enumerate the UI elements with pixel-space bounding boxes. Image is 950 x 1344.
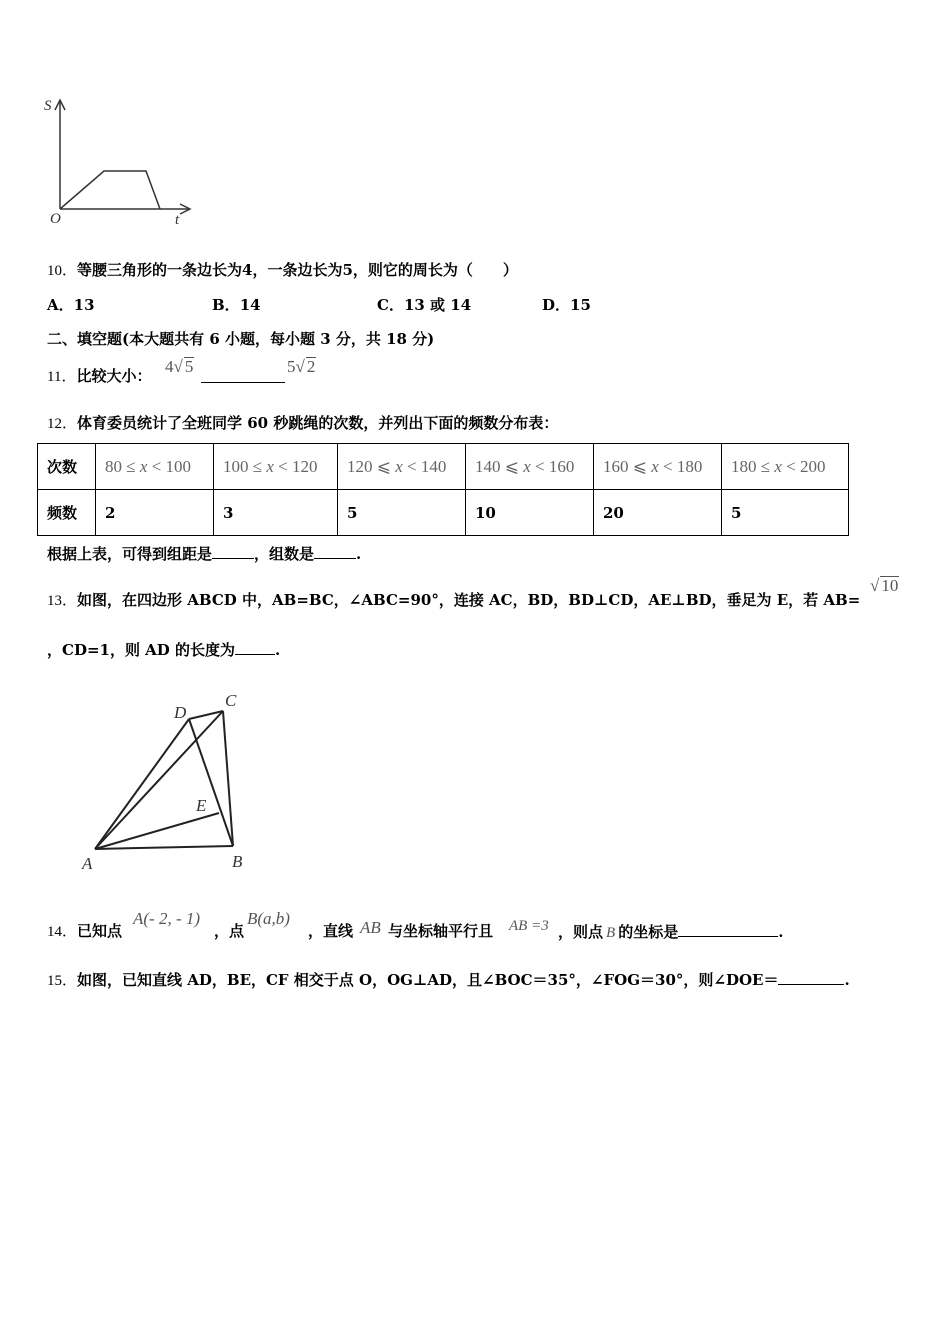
- q13-number: 13．: [47, 593, 78, 609]
- q14-text-5: ，则点 B 的坐标是 .: [558, 923, 784, 941]
- freq-cell: 10: [466, 490, 594, 536]
- range-cell: 120 ⩽ x < 140: [338, 444, 466, 490]
- label-a: A: [82, 854, 93, 873]
- segment-bc: [223, 711, 233, 846]
- q13-answer-blank[interactable]: [235, 639, 275, 655]
- t-label: t: [175, 212, 180, 228]
- q14-ab-eq: AB =3: [509, 918, 549, 934]
- st-graph: [40, 92, 200, 232]
- segment-da: [95, 719, 189, 849]
- q12-text: 体育委员统计了全班同学 60 秒跳绳的次数，并列出下面的频数分布表：: [77, 414, 559, 432]
- label-b: B: [232, 852, 243, 871]
- q14-text-3: ，直线: [308, 922, 354, 940]
- q14-stem: 14．已知点: [47, 922, 123, 940]
- q11-number: 11．: [47, 369, 77, 385]
- q12-blank-groups[interactable]: [314, 543, 356, 559]
- q15-stem: 15．如图，已知直线 AD，BE，CF 相交于点 O，OG⊥AD，且∠BOC＝35°，∠FOG＝30°，则∠DOE＝ .: [47, 971, 850, 989]
- q10-option-d[interactable]: D．15: [542, 296, 591, 314]
- q10-stem: [47, 260, 518, 281]
- q12-blank-interval[interactable]: [212, 543, 254, 559]
- q10-option-c[interactable]: C．13 或 14: [377, 296, 472, 314]
- q12-followup: 根据上表，可得到组距是 ，组数是 .: [47, 545, 362, 563]
- range-cell: 100 ≤ x < 120: [214, 444, 338, 490]
- q14-number: 14．: [47, 924, 78, 940]
- q11-answer-blank[interactable]: [201, 366, 285, 383]
- freq-cell: 2: [96, 490, 214, 536]
- q14-text-4: 与坐标轴平行且: [388, 922, 494, 940]
- q14-answer-blank[interactable]: [678, 921, 778, 937]
- q10-text: 等腰三角形的一条边长为4，一条边长为5，则它的周长为（ ）: [77, 261, 518, 279]
- q11-right-expr: 5√ 2: [287, 357, 316, 376]
- q13-text: 如图，在四边形 ABCD 中，AB=BC，∠ABC=90°，连接 AC，BD，BD⊥CD，AE⊥BD，垂足为 E，若 AB=: [77, 591, 861, 609]
- section2-title: 二、填空题(本大题共有 6 小题，每小题 3 分，共 18 分): [47, 330, 435, 348]
- row2-label: 频数: [38, 490, 96, 536]
- q13-ab-value: √ 10: [870, 576, 899, 595]
- range-cell: 180 ≤ x < 200: [722, 444, 849, 490]
- q12-number: 12．: [47, 416, 78, 432]
- segment-bd: [189, 719, 233, 846]
- q14-text-2: ，点: [214, 922, 245, 940]
- range-cell: 160 ⩽ x < 180: [594, 444, 722, 490]
- q13-stem: [47, 590, 860, 611]
- q10-number: 10．: [47, 263, 78, 279]
- q14-ab: AB: [360, 918, 381, 937]
- q14-point-a: A(- 2, - 1): [133, 909, 201, 928]
- q11-left-expr: 4√ 5: [165, 357, 194, 376]
- frequency-table: [37, 443, 849, 536]
- table-row: [38, 490, 849, 536]
- q15-number: 15．: [47, 973, 78, 989]
- q14-point-b: B(a,b): [247, 909, 290, 928]
- q15-answer-blank[interactable]: [778, 969, 844, 985]
- segment-ae: [95, 813, 219, 849]
- o-label: O: [50, 211, 61, 227]
- label-d: D: [174, 703, 187, 722]
- label-e: E: [196, 796, 207, 815]
- st-curve: [60, 171, 160, 209]
- quadrilateral-figure: [75, 685, 275, 880]
- label-c: C: [225, 691, 237, 710]
- s-label: S: [44, 98, 52, 114]
- q10-option-b[interactable]: B．14: [212, 296, 261, 314]
- q12-stem: [47, 413, 558, 434]
- segment-ab: [95, 846, 233, 849]
- segment-ac: [95, 711, 223, 849]
- q11-stem: [47, 366, 151, 387]
- freq-cell: 5: [338, 490, 466, 536]
- range-cell: 80 ≤ x < 100: [96, 444, 214, 490]
- freq-cell: 3: [214, 490, 338, 536]
- table-row: [38, 444, 849, 490]
- range-cell: 140 ⩽ x < 160: [466, 444, 594, 490]
- q11-text: 比较大小：: [76, 367, 152, 385]
- row1-label: 次数: [38, 444, 96, 490]
- q13-stem-cont: ，CD=1，则 AD 的长度为 .: [47, 641, 281, 659]
- freq-cell: 20: [594, 490, 722, 536]
- freq-cell: 5: [722, 490, 849, 536]
- q10-option-a[interactable]: A．13: [47, 296, 95, 314]
